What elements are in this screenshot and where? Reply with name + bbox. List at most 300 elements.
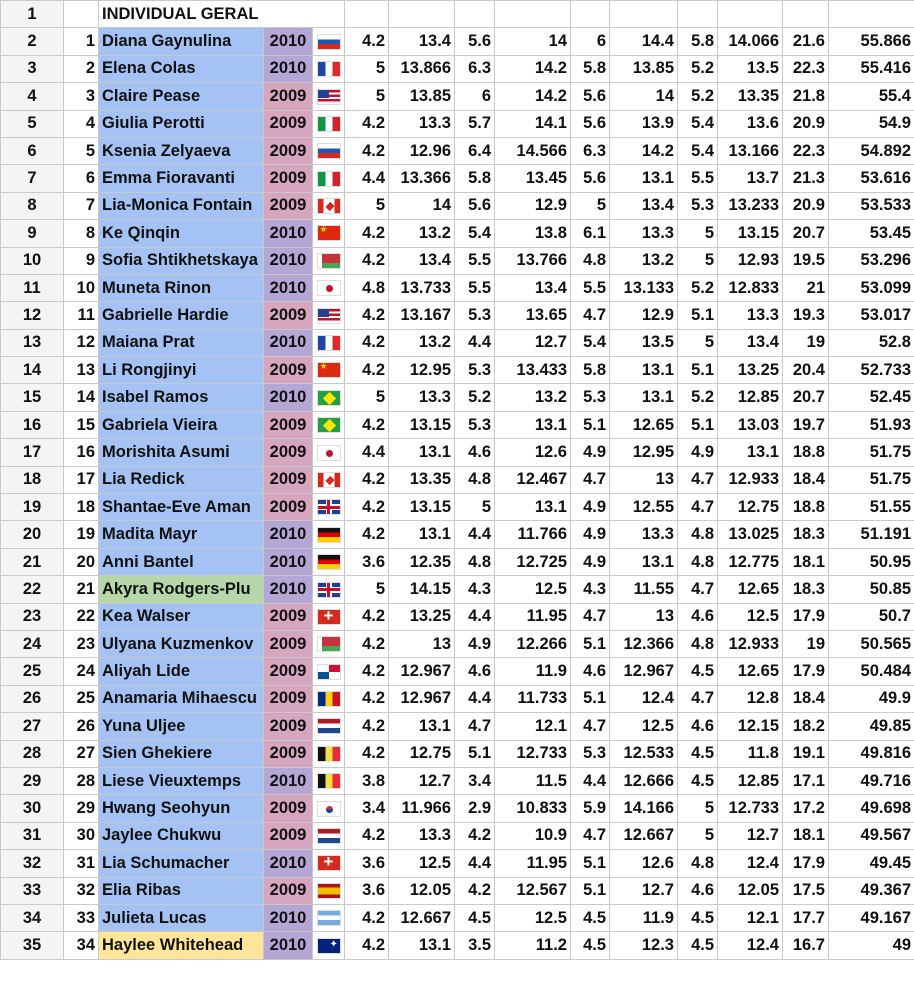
flag-cell[interactable] — [313, 274, 345, 301]
row-header[interactable]: 8 — [1, 192, 64, 219]
score-cell[interactable]: 5.4 — [455, 220, 495, 247]
score-cell[interactable]: 18.1 — [783, 822, 829, 849]
score-cell[interactable]: 17.2 — [783, 795, 829, 822]
score-cell[interactable]: 5.1 — [455, 740, 495, 767]
score-cell[interactable]: 14.566 — [495, 137, 571, 164]
score-cell[interactable]: 5.1 — [571, 850, 610, 877]
row-header[interactable]: 25 — [1, 658, 64, 685]
athlete-name-cell[interactable]: Isabel Ramos — [99, 384, 264, 411]
birth-year-cell[interactable]: 2010 — [264, 384, 313, 411]
cell[interactable] — [389, 1, 455, 28]
flag-cell[interactable] — [313, 192, 345, 219]
row-header[interactable]: 28 — [1, 740, 64, 767]
rank-cell[interactable]: 33 — [64, 904, 99, 931]
score-cell[interactable]: 5.1 — [678, 411, 718, 438]
score-cell[interactable]: 5.3 — [571, 384, 610, 411]
athlete-name-cell[interactable]: Aliyah Lide — [99, 658, 264, 685]
total-score-cell[interactable]: 54.892 — [829, 137, 914, 164]
score-cell[interactable]: 13 — [610, 603, 678, 630]
athlete-name-cell[interactable]: Sien Ghekiere — [99, 740, 264, 767]
row-header[interactable]: 10 — [1, 247, 64, 274]
score-cell[interactable]: 14 — [389, 192, 455, 219]
score-cell[interactable]: 12.775 — [718, 548, 783, 575]
score-cell[interactable]: 4.2 — [345, 28, 389, 55]
score-cell[interactable]: 4.2 — [345, 904, 389, 931]
score-cell[interactable]: 4.8 — [455, 466, 495, 493]
score-cell[interactable]: 12.967 — [610, 658, 678, 685]
score-cell[interactable]: 12.833 — [718, 274, 783, 301]
total-score-cell[interactable]: 50.565 — [829, 630, 914, 657]
flag-cell[interactable] — [313, 795, 345, 822]
athlete-name-cell[interactable]: Elena Colas — [99, 55, 264, 82]
birth-year-cell[interactable]: 2010 — [264, 220, 313, 247]
athlete-name-cell[interactable]: Anni Bantel — [99, 548, 264, 575]
score-cell[interactable]: 4.8 — [678, 548, 718, 575]
flag-cell[interactable] — [313, 521, 345, 548]
score-cell[interactable]: 5.6 — [571, 83, 610, 110]
row-header[interactable]: 4 — [1, 83, 64, 110]
score-cell[interactable]: 10.833 — [495, 795, 571, 822]
score-cell[interactable]: 4.8 — [455, 548, 495, 575]
score-cell[interactable]: 17.9 — [783, 658, 829, 685]
score-cell[interactable]: 13.35 — [718, 83, 783, 110]
score-cell[interactable]: 12.1 — [495, 713, 571, 740]
row-header[interactable]: 15 — [1, 384, 64, 411]
score-cell[interactable]: 14.15 — [389, 576, 455, 603]
score-cell[interactable]: 5.1 — [571, 630, 610, 657]
score-cell[interactable]: 5.8 — [455, 165, 495, 192]
score-cell[interactable]: 4.9 — [571, 494, 610, 521]
rank-cell[interactable]: 15 — [64, 411, 99, 438]
score-cell[interactable]: 13.25 — [718, 357, 783, 384]
score-cell[interactable]: 6 — [571, 28, 610, 55]
total-score-cell[interactable]: 49.167 — [829, 904, 914, 931]
birth-year-cell[interactable]: 2010 — [264, 274, 313, 301]
total-score-cell[interactable]: 50.95 — [829, 548, 914, 575]
score-cell[interactable]: 5 — [678, 329, 718, 356]
score-cell[interactable]: 11.2 — [495, 932, 571, 959]
score-cell[interactable]: 13.3 — [389, 110, 455, 137]
score-cell[interactable]: 6.3 — [455, 55, 495, 82]
rank-cell[interactable]: 34 — [64, 932, 99, 959]
score-cell[interactable]: 13.1 — [389, 932, 455, 959]
score-cell[interactable]: 22.3 — [783, 137, 829, 164]
score-cell[interactable]: 17.1 — [783, 767, 829, 794]
flag-cell[interactable] — [313, 466, 345, 493]
score-cell[interactable]: 4.7 — [571, 822, 610, 849]
score-cell[interactable]: 5 — [678, 220, 718, 247]
score-cell[interactable]: 4.2 — [345, 110, 389, 137]
score-cell[interactable]: 20.9 — [783, 110, 829, 137]
row-header[interactable]: 31 — [1, 822, 64, 849]
score-cell[interactable]: 21 — [783, 274, 829, 301]
score-cell[interactable]: 18.4 — [783, 466, 829, 493]
rank-cell[interactable]: 26 — [64, 713, 99, 740]
birth-year-cell[interactable]: 2009 — [264, 685, 313, 712]
flag-cell[interactable] — [313, 713, 345, 740]
score-cell[interactable]: 4.8 — [678, 630, 718, 657]
athlete-name-cell[interactable]: Haylee Whitehead — [99, 932, 264, 959]
score-cell[interactable]: 5.6 — [455, 28, 495, 55]
score-cell[interactable]: 5.4 — [678, 137, 718, 164]
score-cell[interactable]: 4.8 — [571, 247, 610, 274]
score-cell[interactable]: 3.8 — [345, 767, 389, 794]
score-cell[interactable]: 18.8 — [783, 439, 829, 466]
score-cell[interactable]: 14.2 — [495, 83, 571, 110]
row-header[interactable]: 22 — [1, 576, 64, 603]
total-score-cell[interactable]: 52.733 — [829, 357, 914, 384]
score-cell[interactable]: 18.4 — [783, 685, 829, 712]
row-header[interactable]: 11 — [1, 274, 64, 301]
score-cell[interactable]: 4.2 — [455, 877, 495, 904]
rank-cell[interactable]: 20 — [64, 548, 99, 575]
score-cell[interactable]: 4.6 — [678, 877, 718, 904]
total-score-cell[interactable]: 49.367 — [829, 877, 914, 904]
score-cell[interactable]: 5.5 — [571, 274, 610, 301]
score-cell[interactable]: 4.5 — [571, 932, 610, 959]
score-cell[interactable]: 4.7 — [455, 713, 495, 740]
score-cell[interactable]: 12.05 — [718, 877, 783, 904]
score-cell[interactable]: 13.3 — [389, 822, 455, 849]
rank-cell[interactable]: 23 — [64, 630, 99, 657]
score-cell[interactable]: 12.5 — [495, 904, 571, 931]
score-cell[interactable]: 12.95 — [389, 357, 455, 384]
score-cell[interactable]: 14 — [610, 83, 678, 110]
athlete-name-cell[interactable]: Ke Qinqin — [99, 220, 264, 247]
score-cell[interactable]: 13.3 — [389, 384, 455, 411]
flag-cell[interactable] — [313, 767, 345, 794]
birth-year-cell[interactable]: 2010 — [264, 28, 313, 55]
total-score-cell[interactable]: 53.45 — [829, 220, 914, 247]
row-header[interactable]: 23 — [1, 603, 64, 630]
score-cell[interactable]: 12.6 — [610, 850, 678, 877]
score-cell[interactable]: 11.55 — [610, 576, 678, 603]
score-cell[interactable]: 12.65 — [610, 411, 678, 438]
total-score-cell[interactable]: 50.7 — [829, 603, 914, 630]
rank-cell[interactable]: 6 — [64, 165, 99, 192]
score-cell[interactable]: 13.766 — [495, 247, 571, 274]
score-cell[interactable]: 12.6 — [495, 439, 571, 466]
score-cell[interactable]: 4.5 — [455, 904, 495, 931]
birth-year-cell[interactable]: 2010 — [264, 767, 313, 794]
flag-cell[interactable] — [313, 603, 345, 630]
score-cell[interactable]: 22.3 — [783, 55, 829, 82]
score-cell[interactable]: 13.85 — [610, 55, 678, 82]
total-score-cell[interactable]: 55.4 — [829, 83, 914, 110]
score-cell[interactable]: 5 — [678, 822, 718, 849]
score-cell[interactable]: 5.3 — [678, 192, 718, 219]
rank-cell[interactable]: 5 — [64, 137, 99, 164]
cell[interactable] — [610, 1, 678, 28]
score-cell[interactable]: 4.2 — [345, 494, 389, 521]
score-cell[interactable]: 17.5 — [783, 877, 829, 904]
score-cell[interactable]: 4.2 — [345, 630, 389, 657]
score-cell[interactable]: 12.933 — [718, 466, 783, 493]
cell[interactable] — [829, 1, 914, 28]
score-cell[interactable]: 12.733 — [718, 795, 783, 822]
total-score-cell[interactable]: 55.866 — [829, 28, 914, 55]
score-cell[interactable]: 13.4 — [718, 329, 783, 356]
athlete-name-cell[interactable]: Gabrielle Hardie — [99, 302, 264, 329]
score-cell[interactable]: 4.5 — [678, 740, 718, 767]
total-score-cell[interactable]: 49.816 — [829, 740, 914, 767]
score-cell[interactable]: 4.2 — [345, 603, 389, 630]
score-cell[interactable]: 19.1 — [783, 740, 829, 767]
score-cell[interactable]: 5 — [678, 247, 718, 274]
score-cell[interactable]: 3.6 — [345, 877, 389, 904]
score-cell[interactable]: 16.7 — [783, 932, 829, 959]
birth-year-cell[interactable]: 2010 — [264, 850, 313, 877]
score-cell[interactable]: 5.4 — [571, 329, 610, 356]
score-cell[interactable]: 13.025 — [718, 521, 783, 548]
score-cell[interactable]: 4.6 — [571, 658, 610, 685]
score-cell[interactable]: 12.5 — [389, 850, 455, 877]
score-cell[interactable]: 14.2 — [610, 137, 678, 164]
score-cell[interactable]: 5.1 — [678, 302, 718, 329]
score-cell[interactable]: 13.433 — [495, 357, 571, 384]
flag-cell[interactable] — [313, 55, 345, 82]
total-score-cell[interactable]: 51.191 — [829, 521, 914, 548]
score-cell[interactable]: 13.7 — [718, 165, 783, 192]
score-cell[interactable]: 12.1 — [718, 904, 783, 931]
birth-year-cell[interactable]: 2009 — [264, 713, 313, 740]
score-cell[interactable]: 4.7 — [571, 466, 610, 493]
score-cell[interactable]: 5 — [345, 192, 389, 219]
athlete-name-cell[interactable]: Claire Pease — [99, 83, 264, 110]
score-cell[interactable]: 13.733 — [389, 274, 455, 301]
cell[interactable] — [571, 1, 610, 28]
score-cell[interactable]: 13.2 — [389, 329, 455, 356]
score-cell[interactable]: 13.4 — [389, 28, 455, 55]
score-cell[interactable]: 11.9 — [495, 658, 571, 685]
row-header[interactable]: 5 — [1, 110, 64, 137]
athlete-name-cell[interactable]: Li Rongjinyi — [99, 357, 264, 384]
score-cell[interactable]: 12.05 — [389, 877, 455, 904]
row-header[interactable]: 20 — [1, 521, 64, 548]
total-score-cell[interactable]: 49.9 — [829, 685, 914, 712]
score-cell[interactable]: 13.8 — [495, 220, 571, 247]
rank-cell[interactable]: 11 — [64, 302, 99, 329]
athlete-name-cell[interactable]: Sofia Shtikhetskaya — [99, 247, 264, 274]
score-cell[interactable]: 12.65 — [718, 576, 783, 603]
athlete-name-cell[interactable]: Lia Redick — [99, 466, 264, 493]
score-cell[interactable]: 12.667 — [610, 822, 678, 849]
birth-year-cell[interactable]: 2010 — [264, 55, 313, 82]
score-cell[interactable]: 19 — [783, 329, 829, 356]
cell[interactable] — [718, 1, 783, 28]
total-score-cell[interactable]: 52.8 — [829, 329, 914, 356]
flag-cell[interactable] — [313, 165, 345, 192]
total-score-cell[interactable]: 49.567 — [829, 822, 914, 849]
score-cell[interactable]: 12.85 — [718, 767, 783, 794]
score-cell[interactable]: 11.95 — [495, 603, 571, 630]
flag-cell[interactable] — [313, 548, 345, 575]
row-header[interactable]: 9 — [1, 220, 64, 247]
score-cell[interactable]: 13.2 — [495, 384, 571, 411]
score-cell[interactable]: 12.55 — [610, 494, 678, 521]
score-cell[interactable]: 14.166 — [610, 795, 678, 822]
row-header[interactable]: 3 — [1, 55, 64, 82]
row-header[interactable]: 6 — [1, 137, 64, 164]
score-cell[interactable]: 12.4 — [718, 932, 783, 959]
birth-year-cell[interactable]: 2010 — [264, 576, 313, 603]
score-cell[interactable]: 5.5 — [455, 274, 495, 301]
score-cell[interactable]: 20.9 — [783, 192, 829, 219]
score-cell[interactable]: 13.85 — [389, 83, 455, 110]
score-cell[interactable]: 4.2 — [345, 466, 389, 493]
row-header[interactable]: 14 — [1, 357, 64, 384]
score-cell[interactable]: 13.1 — [495, 494, 571, 521]
rank-cell[interactable]: 21 — [64, 576, 99, 603]
score-cell[interactable]: 12.75 — [389, 740, 455, 767]
birth-year-cell[interactable]: 2009 — [264, 658, 313, 685]
total-score-cell[interactable]: 53.017 — [829, 302, 914, 329]
athlete-name-cell[interactable]: Giulia Perotti — [99, 110, 264, 137]
score-cell[interactable]: 13.15 — [389, 494, 455, 521]
score-cell[interactable]: 4.2 — [345, 411, 389, 438]
row-header[interactable]: 21 — [1, 548, 64, 575]
rank-cell[interactable]: 12 — [64, 329, 99, 356]
score-cell[interactable]: 13.45 — [495, 165, 571, 192]
rank-cell[interactable]: 9 — [64, 247, 99, 274]
score-cell[interactable]: 13.3 — [610, 521, 678, 548]
score-cell[interactable]: 19.5 — [783, 247, 829, 274]
score-cell[interactable]: 5.2 — [678, 55, 718, 82]
score-cell[interactable]: 4.2 — [345, 658, 389, 685]
total-score-cell[interactable]: 53.099 — [829, 274, 914, 301]
flag-cell[interactable] — [313, 110, 345, 137]
flag-cell[interactable] — [313, 137, 345, 164]
score-cell[interactable]: 4.9 — [571, 521, 610, 548]
birth-year-cell[interactable]: 2010 — [264, 904, 313, 931]
score-cell[interactable]: 13.3 — [718, 302, 783, 329]
row-header[interactable]: 16 — [1, 411, 64, 438]
score-cell[interactable]: 4.4 — [571, 767, 610, 794]
athlete-name-cell[interactable]: Gabriela Vieira — [99, 411, 264, 438]
score-cell[interactable]: 5.6 — [571, 110, 610, 137]
total-score-cell[interactable]: 49.698 — [829, 795, 914, 822]
score-cell[interactable]: 4.6 — [455, 658, 495, 685]
score-cell[interactable]: 5.1 — [678, 357, 718, 384]
score-cell[interactable]: 5.3 — [455, 302, 495, 329]
row-header[interactable]: 17 — [1, 439, 64, 466]
total-score-cell[interactable]: 51.75 — [829, 439, 914, 466]
score-cell[interactable]: 4.4 — [455, 329, 495, 356]
score-cell[interactable]: 5.1 — [571, 411, 610, 438]
row-header[interactable]: 32 — [1, 850, 64, 877]
score-cell[interactable]: 4.8 — [678, 521, 718, 548]
cell[interactable] — [64, 1, 99, 28]
cell[interactable] — [345, 1, 389, 28]
score-cell[interactable]: 5.2 — [678, 83, 718, 110]
score-cell[interactable]: 5.8 — [571, 357, 610, 384]
score-cell[interactable]: 13.167 — [389, 302, 455, 329]
score-cell[interactable]: 4.2 — [345, 302, 389, 329]
row-header[interactable]: 35 — [1, 932, 64, 959]
score-cell[interactable]: 5.3 — [455, 357, 495, 384]
athlete-name-cell[interactable]: Lia Schumacher — [99, 850, 264, 877]
flag-cell[interactable] — [313, 877, 345, 904]
score-cell[interactable]: 13.366 — [389, 165, 455, 192]
rank-cell[interactable]: 2 — [64, 55, 99, 82]
score-cell[interactable]: 12.5 — [718, 603, 783, 630]
score-cell[interactable]: 4.6 — [678, 713, 718, 740]
flag-cell[interactable] — [313, 658, 345, 685]
score-cell[interactable]: 19.7 — [783, 411, 829, 438]
sheet-title-cell[interactable]: INDIVIDUAL GERAL — [99, 1, 345, 28]
total-score-cell[interactable]: 49.716 — [829, 767, 914, 794]
total-score-cell[interactable]: 51.55 — [829, 494, 914, 521]
score-cell[interactable]: 3.6 — [345, 548, 389, 575]
score-cell[interactable]: 12.5 — [495, 576, 571, 603]
score-cell[interactable]: 14 — [495, 28, 571, 55]
rank-cell[interactable]: 14 — [64, 384, 99, 411]
rank-cell[interactable]: 4 — [64, 110, 99, 137]
row-header[interactable]: 24 — [1, 630, 64, 657]
birth-year-cell[interactable]: 2009 — [264, 795, 313, 822]
score-cell[interactable]: 4.5 — [678, 932, 718, 959]
rank-cell[interactable]: 22 — [64, 603, 99, 630]
score-cell[interactable]: 6.4 — [455, 137, 495, 164]
flag-cell[interactable] — [313, 904, 345, 931]
rank-cell[interactable]: 19 — [64, 521, 99, 548]
total-score-cell[interactable]: 49.45 — [829, 850, 914, 877]
rank-cell[interactable]: 7 — [64, 192, 99, 219]
rank-cell[interactable]: 3 — [64, 83, 99, 110]
score-cell[interactable]: 18.3 — [783, 521, 829, 548]
score-cell[interactable]: 5.4 — [678, 110, 718, 137]
score-cell[interactable]: 4.2 — [345, 740, 389, 767]
athlete-name-cell[interactable]: Yuna Uljee — [99, 713, 264, 740]
score-cell[interactable]: 12.96 — [389, 137, 455, 164]
total-score-cell[interactable]: 53.616 — [829, 165, 914, 192]
score-cell[interactable]: 13.1 — [389, 521, 455, 548]
score-cell[interactable]: 18.1 — [783, 548, 829, 575]
birth-year-cell[interactable]: 2009 — [264, 192, 313, 219]
score-cell[interactable]: 5.8 — [678, 28, 718, 55]
total-score-cell[interactable]: 51.93 — [829, 411, 914, 438]
score-cell[interactable]: 4.7 — [571, 713, 610, 740]
score-cell[interactable]: 13.2 — [610, 247, 678, 274]
birth-year-cell[interactable]: 2009 — [264, 603, 313, 630]
score-cell[interactable]: 12.733 — [495, 740, 571, 767]
score-cell[interactable]: 5 — [345, 384, 389, 411]
flag-cell[interactable] — [313, 576, 345, 603]
total-score-cell[interactable]: 50.85 — [829, 576, 914, 603]
score-cell[interactable]: 14.1 — [495, 110, 571, 137]
score-cell[interactable]: 13.03 — [718, 411, 783, 438]
athlete-name-cell[interactable]: Madita Mayr — [99, 521, 264, 548]
score-cell[interactable]: 21.3 — [783, 165, 829, 192]
score-cell[interactable]: 4.5 — [678, 767, 718, 794]
flag-cell[interactable] — [313, 28, 345, 55]
score-cell[interactable]: 11.5 — [495, 767, 571, 794]
total-score-cell[interactable]: 49.85 — [829, 713, 914, 740]
score-cell[interactable]: 13.5 — [718, 55, 783, 82]
row-header[interactable]: 13 — [1, 329, 64, 356]
score-cell[interactable]: 12.35 — [389, 548, 455, 575]
score-cell[interactable]: 12.666 — [610, 767, 678, 794]
birth-year-cell[interactable]: 2009 — [264, 877, 313, 904]
birth-year-cell[interactable]: 2009 — [264, 83, 313, 110]
birth-year-cell[interactable]: 2009 — [264, 165, 313, 192]
score-cell[interactable]: 12.9 — [610, 302, 678, 329]
score-cell[interactable]: 20.4 — [783, 357, 829, 384]
score-cell[interactable]: 4.2 — [345, 685, 389, 712]
score-cell[interactable]: 12.4 — [610, 685, 678, 712]
score-cell[interactable]: 11.766 — [495, 521, 571, 548]
score-cell[interactable]: 17.7 — [783, 904, 829, 931]
